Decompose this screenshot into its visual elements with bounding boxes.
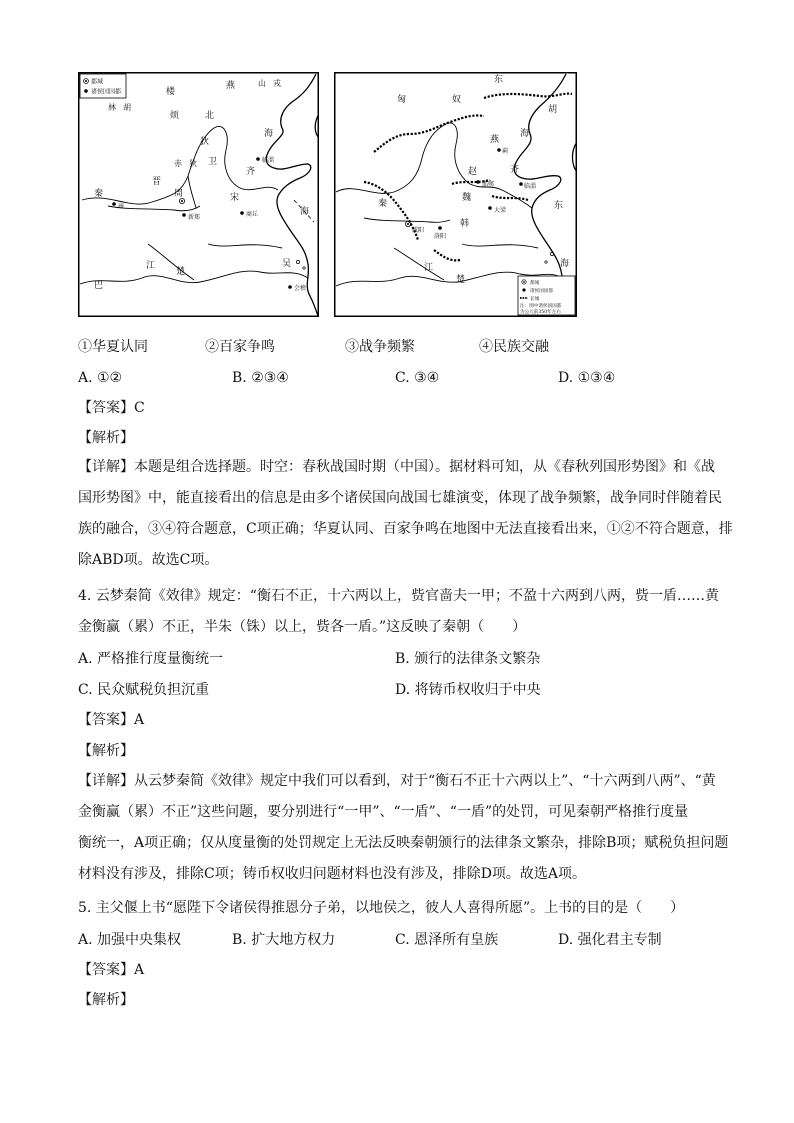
map-label: 秦 [94,189,104,199]
legend-wall: 长城 [530,297,540,302]
statement-3: ③战争频繁 [345,339,415,355]
q3-analysis-label: 【解析】 [78,430,134,446]
choice-c: C. 恩泽所有皇族 [395,932,499,948]
map-label: 燕 [490,135,500,145]
q4-choices-row-1 [0,649,794,669]
legend-capital: 都城 [91,78,104,86]
map-label: 宋 [230,193,240,203]
map-label: 魏 [462,193,472,203]
map-label: 商丘 [246,211,259,218]
map-label: 齐 [246,167,256,177]
choice-a: A. 严格推行度量衡统一 [78,651,224,667]
map-label: 山戎 [258,79,288,88]
map-label: 新郑 [188,214,201,221]
map-label: 洛阳 [434,233,447,240]
city-marker [438,226,442,230]
stem-line: 金衡赢（累）不正，半朱（铢）以上，赀各一盾。”这反映了秦朝（ ） [78,619,527,635]
capital-marker-dot [181,200,183,202]
map-label: 赤狄 [174,159,204,168]
capital-symbol-dot-icon [85,80,87,82]
map-label: 江 [146,261,156,271]
state-capital-symbol-icon [522,288,525,291]
map-label: 海 [300,207,310,217]
choice-b: B. 颁行的法律条文繁杂 [395,651,541,667]
city-marker [519,182,523,186]
map-label: 匈 [397,95,407,105]
city-marker [476,180,480,184]
q3-detail [78,452,733,576]
map-label: 东 [554,201,564,211]
choice-d: D. 将铸币权收归于中央 [395,682,541,698]
choice-d: D. 强化君主专制 [558,932,662,948]
city-marker [497,148,501,152]
city-marker [182,213,186,217]
city-marker [288,285,292,289]
choice-b: B. 扩大地方权力 [232,932,336,948]
detail-line: 材料没有涉及，排除C项；铸币权收归问题材料也没有涉及，排除D项。故选A项。 [78,866,587,882]
map-label: 楼 [166,87,176,97]
stem-line: 4. 云梦秦简《效律》规定：“衡石不正，十六两以上，赀官啬夫一甲；不盈十六两到八两，赀一盾……黄 [78,588,719,604]
map-label: 奴 [452,95,462,105]
city-marker [256,157,260,161]
map-label: 晋 [152,177,162,187]
capital-marker-dot [407,223,409,225]
map-label: 临淄 [262,157,275,164]
state-capital-symbol-icon [84,89,88,93]
map-label: 吴 [282,259,292,269]
map-label: 燕 [226,81,236,91]
map-label: 楚 [176,267,186,277]
map-label: 会稽 [294,285,307,292]
legend-state-capital: 诸侯国国都 [530,289,553,294]
detail-line: 【详解】从云梦秦简《效律》规定中我们可以看到，对于“衡石不正十六两以上”、“十六两到八两”、“黄 [78,773,716,789]
q4-detail [78,766,729,890]
map-label: 卫 [208,157,218,167]
map-label: 江 [424,263,434,273]
map-label: 海 [264,129,274,139]
legend-note: 为公元前350年左右 [520,310,561,315]
map-label: 邯郸 [482,181,495,188]
q3-answer: 【答案】C [78,400,145,416]
choice-c: C. 民众赋税负担沉重 [78,682,210,698]
city-marker [112,202,116,206]
q4-answer: 【答案】A [78,712,145,728]
map-label: 咸阳 [412,227,425,234]
map-legend [518,276,575,315]
choice-d: D. ①③④ [558,370,616,386]
map-label: 海 [560,259,570,269]
map-label: 林胡 [108,103,138,112]
map-label: 烦 [170,111,180,121]
q3-choices [0,368,794,388]
detail-line: 【详解】本题是组合选择题。时空：春秋战国时期（中国）。据材料可知，从《春秋列国形势图》和《战 [78,459,715,475]
q4-choices-row-2 [0,680,794,700]
warring-states-map [334,72,577,317]
city-marker [488,206,492,210]
capital-symbol-dot-icon [523,281,525,283]
legend-state-capital: 诸侯国国都 [91,88,122,96]
detail-line: 衡统一，A项正确；仅从度量衡的处罚规定上无法反映秦朝颁行的法律条文繁杂，排除B项；赋税负担问题 [78,835,729,851]
map-label: 韩 [460,219,470,229]
choice-a: A. ①② [78,370,123,386]
q5-choices [0,930,794,950]
legend-capital: 都城 [530,281,540,286]
map-label: 临淄 [524,183,537,190]
statement-4: ④民族交融 [479,339,549,355]
map-label: 赵 [468,167,478,177]
city-marker [240,211,244,215]
map-label: 东 [494,75,504,85]
map-label: 海 [520,129,530,139]
q3-statements [0,337,794,357]
map-label: 齐 [510,165,520,175]
q5-analysis-label: 【解析】 [78,992,134,1008]
map-label: 秦 [378,199,388,209]
map-label: 雍 [118,203,125,210]
detail-line: 除ABD项。故选C项。 [78,552,219,568]
map-label: 楚 [456,275,466,285]
statement-2: ②百家争鸣 [205,339,275,355]
map-label: 北 [205,111,215,121]
spring-autumn-states-map [78,72,319,317]
detail-line: 国形势图》中，能直接看出的信息是由多个诸侯国向战国七雄演变，体现了战争频繁，战争同时伴随着民 [78,490,722,506]
q5-answer: 【答案】A [78,962,145,978]
choice-a: A. 加强中央集权 [78,932,182,948]
choice-b: B. ②③④ [232,370,289,386]
map-label: 蓟 [502,148,509,155]
map-label: 周 [174,189,184,199]
choice-c: C. ③④ [395,370,440,386]
detail-line: 金衡赢（累）不正”这些问题，要分别进行“一甲”、“一盾”、“一盾”的处罚，可见秦朝严格推行度量 [78,804,689,820]
detail-line: 族的融合，③④符合题意，C项正确；华夏认同、百家争鸣在地图中无法直接看出来，①②不符合题意，排 [78,521,733,537]
statement-1: ①华夏认同 [78,339,148,355]
q5-stem: 5. 主父偃上书“愿陛下令诸侯得推恩分子弟，以地侯之，彼人人喜得所愿”。上书的目的是（ ） [78,900,685,916]
map-label: 胡 [548,105,558,115]
q4-analysis-label: 【解析】 [78,743,134,759]
map-legend [80,74,126,98]
legend-note: 注：图中诸侯国国都 [520,304,562,309]
map-label: 大梁 [494,207,507,214]
map-label: 巴 [94,281,104,291]
map-label: 狄 [200,137,210,147]
q4-stem [78,581,720,643]
